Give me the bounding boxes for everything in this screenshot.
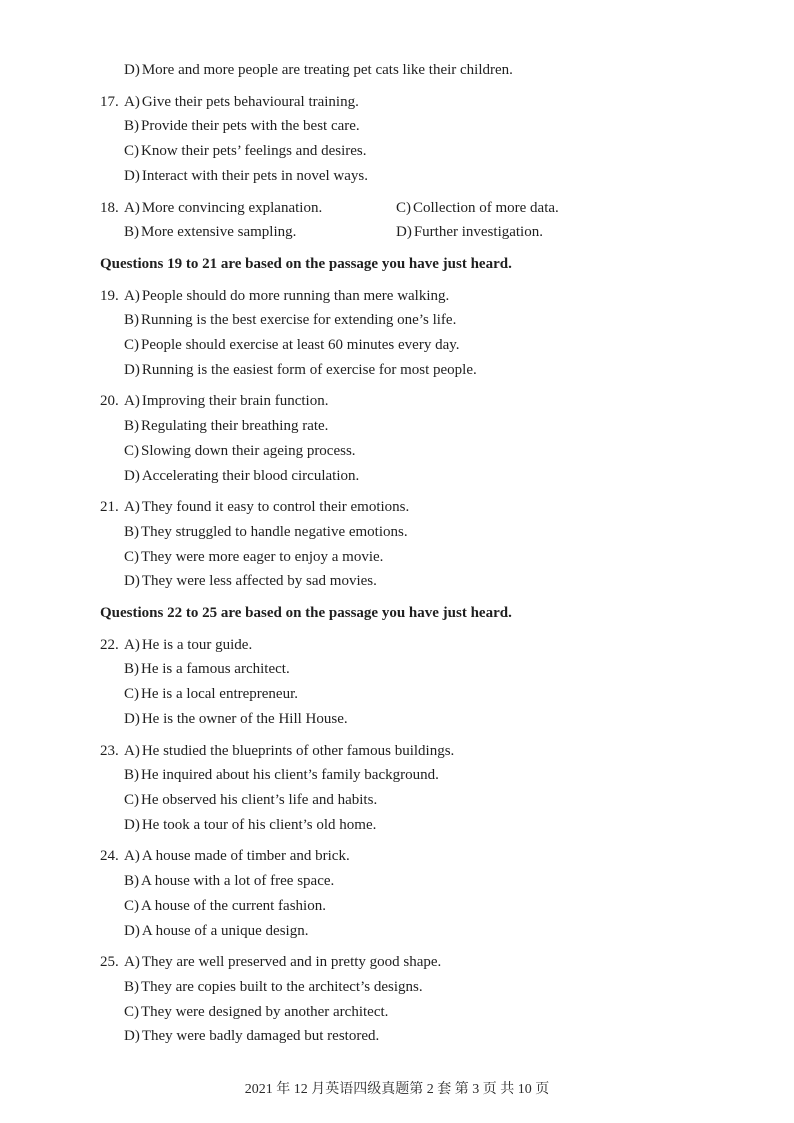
option-line: [0, 196, 794, 221]
option-label: B): [124, 873, 139, 890]
option-line: [0, 569, 794, 594]
option-label: D): [124, 1028, 140, 1045]
question-number: 22.: [100, 636, 119, 653]
option-text: Improving their brain function.: [141, 393, 329, 410]
option-line: [0, 682, 794, 707]
option-label: B): [124, 418, 139, 435]
option-text: They were more eager to enjoy a movie.: [141, 548, 384, 565]
option-label: B): [124, 224, 139, 241]
option-label: C): [124, 897, 139, 914]
option-label: D): [124, 361, 140, 378]
option-label: B): [124, 523, 139, 540]
option-text: Collection of more data.: [413, 199, 559, 216]
option-text: They were badly damaged but restored.: [141, 1028, 380, 1045]
question-block-21: [0, 495, 794, 594]
question-block-19: [0, 284, 794, 383]
option-line: [0, 707, 794, 732]
option-text: He is a tour guide.: [141, 636, 253, 653]
option-line: [0, 520, 794, 545]
option-text: He inquired about his client’s family background.: [141, 767, 439, 784]
option-label: A): [124, 499, 140, 516]
option-line: [0, 844, 794, 869]
option-line: [0, 950, 794, 975]
option-line: [0, 633, 794, 658]
option-label: A): [124, 287, 140, 304]
question-number: 23.: [100, 742, 119, 759]
option-label: A): [124, 199, 140, 216]
option-text: Accelerating their blood circulation.: [141, 467, 360, 484]
option-line: [0, 869, 794, 894]
option-line: [0, 495, 794, 520]
option-line: [0, 1024, 794, 1049]
option-text: A house of a unique design.: [141, 922, 309, 939]
option-line: [0, 788, 794, 813]
option-line: [0, 813, 794, 838]
option-text: A house with a lot of free space.: [141, 873, 335, 890]
option-text: He is the owner of the Hill House.: [141, 710, 348, 727]
question-block-18: [0, 196, 794, 245]
option-label: A): [124, 954, 140, 971]
option-label: C): [124, 143, 139, 160]
question-number: 17.: [100, 93, 119, 110]
question-block-17: [0, 90, 794, 189]
option-line: [0, 545, 794, 570]
option-label: D): [124, 167, 140, 184]
option-text: Provide their pets with the best care.: [141, 118, 360, 135]
option-text: Give their pets behavioural training.: [141, 93, 359, 110]
option-line: [0, 919, 794, 944]
option-label: C): [124, 1003, 139, 1020]
question-block-16: [0, 58, 794, 83]
option-label: C): [124, 442, 139, 459]
option-line: [0, 975, 794, 1000]
option-line: [0, 164, 794, 189]
option-label: A): [124, 93, 140, 110]
option-text: A house made of timber and brick.: [141, 848, 350, 865]
question-block-20: [0, 389, 794, 488]
option-text: They found it easy to control their emotions.: [141, 499, 410, 516]
option-right-column: [396, 196, 559, 221]
page-footer: 2021 年 12 月英语四级真题第 2 套 第 3 页 共 10 页: [244, 1082, 550, 1097]
question-number: 19.: [100, 287, 119, 304]
option-text: Regulating their breathing rate.: [141, 418, 329, 435]
option-line: [0, 90, 794, 115]
question-number: 18.: [100, 199, 119, 216]
option-text: He studied the blueprints of other famous buildings.: [141, 742, 455, 759]
option-line: [0, 657, 794, 682]
option-right-column: [396, 220, 543, 245]
option-label: A): [124, 636, 140, 653]
option-text: They are well preserved and in pretty good shape.: [141, 954, 442, 971]
option-line: [0, 308, 794, 333]
question-number: 25.: [100, 954, 119, 971]
option-line: [0, 58, 794, 83]
option-label: B): [124, 661, 139, 678]
option-line: [0, 464, 794, 489]
option-label: D): [124, 467, 140, 484]
section-heading-22-25: Questions 22 to 25 are based on the passage you have just heard.: [100, 605, 512, 622]
option-text: They struggled to handle negative emotions.: [141, 523, 408, 540]
option-text: They were less affected by sad movies.: [141, 573, 377, 590]
option-text: He took a tour of his client’s old home.: [141, 816, 377, 833]
option-text: People should do more running than mere walking.: [141, 287, 450, 304]
option-text: Running is the best exercise for extending one’s life.: [141, 312, 457, 329]
option-text: Interact with their pets in novel ways.: [141, 167, 369, 184]
option-line: [0, 358, 794, 383]
option-label: A): [124, 742, 140, 759]
option-text: People should exercise at least 60 minutes every day.: [141, 337, 460, 354]
option-text: Know their pets’ feelings and desires.: [141, 143, 367, 160]
option-line: [0, 389, 794, 414]
option-line: [0, 1000, 794, 1025]
option-text: They are copies built to the architect’s designs.: [141, 978, 423, 995]
option-line: [0, 284, 794, 309]
option-label: A): [124, 848, 140, 865]
option-text: He is a local entrepreneur.: [141, 686, 299, 703]
question-block-23: [0, 739, 794, 838]
option-label: B): [124, 118, 139, 135]
question-number: 21.: [100, 499, 119, 516]
option-label: B): [124, 312, 139, 329]
option-label: D): [124, 922, 140, 939]
option-line: [0, 414, 794, 439]
option-label: B): [124, 978, 139, 995]
option-text: Running is the easiest form of exercise for most people.: [141, 361, 477, 378]
option-label: D): [124, 62, 140, 78]
question-number: 20.: [100, 393, 119, 410]
option-line: [0, 894, 794, 919]
question-number: 24.: [100, 848, 119, 865]
option-text: More convincing explanation.: [141, 199, 323, 216]
option-text: A house of the current fashion.: [141, 897, 326, 914]
option-line: [0, 739, 794, 764]
option-line: [0, 114, 794, 139]
option-text: They were designed by another architect.: [141, 1003, 389, 1020]
option-label: B): [124, 767, 139, 784]
option-label: D): [396, 224, 412, 241]
option-text: He observed his client’s life and habits.: [141, 791, 378, 808]
option-label: D): [124, 816, 140, 833]
option-text: Further investigation.: [413, 224, 543, 241]
option-label: C): [124, 686, 139, 703]
option-line: [0, 763, 794, 788]
option-label: C): [124, 791, 139, 808]
option-text: More extensive sampling.: [141, 224, 297, 241]
question-block-22: [0, 633, 794, 732]
option-line: [0, 439, 794, 464]
option-text: He is a famous architect.: [141, 661, 290, 678]
option-line: [0, 139, 794, 164]
option-line: [0, 333, 794, 358]
option-text: More and more people are treating pet cats like their children.: [141, 62, 513, 78]
section-heading-19-21: Questions 19 to 21 are based on the passage you have just heard.: [100, 255, 512, 272]
option-label: A): [124, 393, 140, 410]
option-label: D): [124, 573, 140, 590]
question-block-25: [0, 950, 794, 1049]
option-text: Slowing down their ageing process.: [141, 442, 356, 459]
option-label: D): [124, 710, 140, 727]
question-block-24: [0, 844, 794, 943]
option-label: C): [124, 337, 139, 354]
option-line: [0, 220, 794, 245]
option-label: C): [396, 199, 411, 216]
option-label: C): [124, 548, 139, 565]
